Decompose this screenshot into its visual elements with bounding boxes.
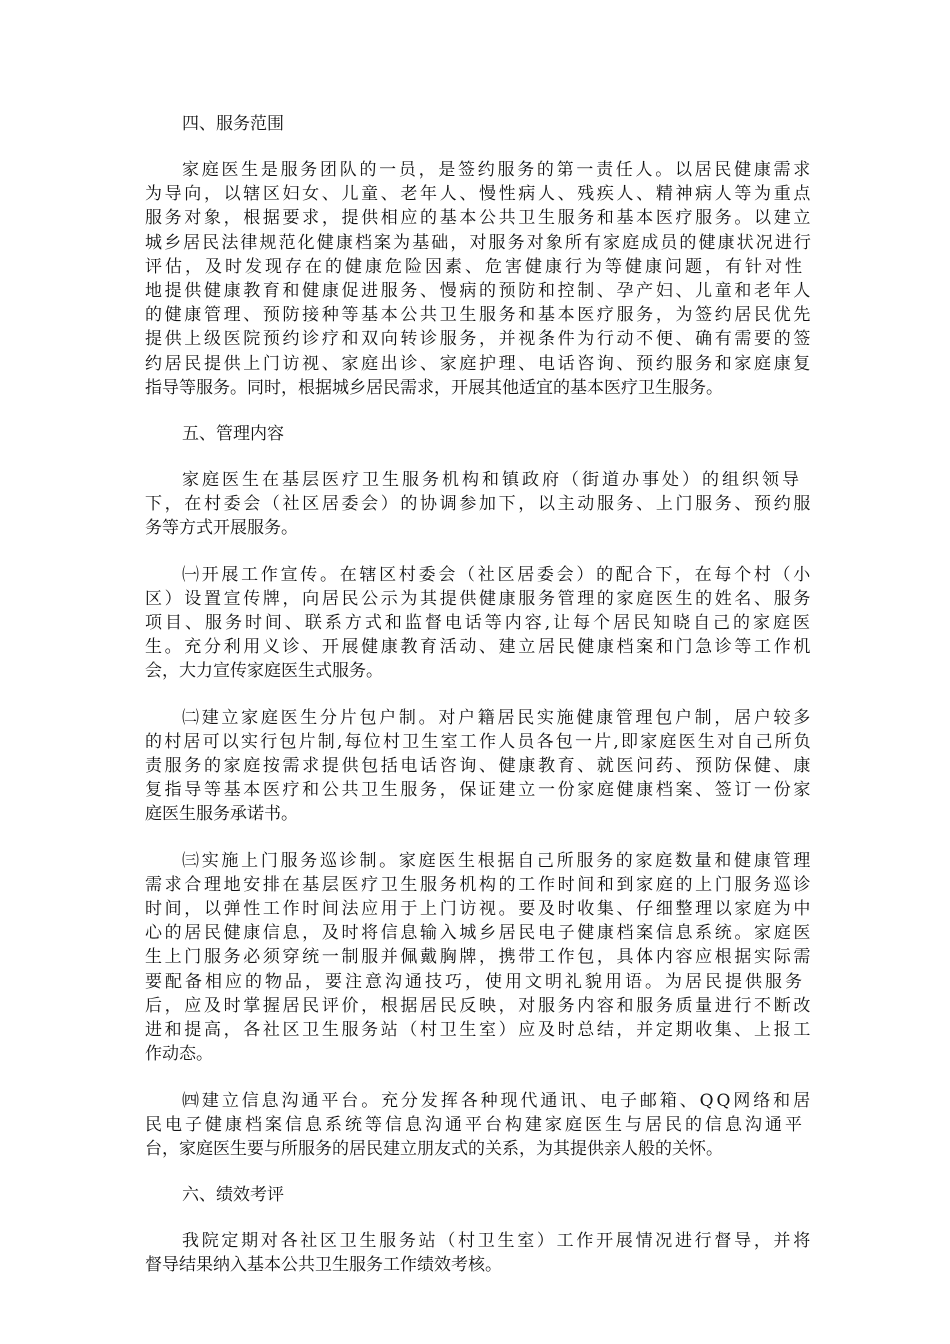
- paragraph-line: 时间，以弹性工作时间法应用于上门访视。要及时收集、仔细整理以家庭为中: [145, 899, 813, 920]
- paragraph-line: 指导等服务。同时，根据城乡居民需求，开展其他适宜的基本医疗卫生服务。: [145, 377, 723, 398]
- paragraph-line: 后，应及时掌握居民评价，根据居民反映，对服务内容和服务质量进行不断改: [145, 995, 813, 1016]
- paragraph-line: 心的居民健康信息，及时将信息输入城乡居民电子健康档案信息系统。家庭医: [145, 923, 813, 944]
- paragraph-line: 家庭医生是服务团队的一员，是签约服务的第一责任人。以居民健康需求: [182, 160, 813, 180]
- paragraph-line: 生。充分利用义诊、开展健康教育活动、建立居民健康档案和门急诊等工作机: [145, 637, 813, 658]
- paragraph-line: 城乡居民法律规范化健康档案为基础，对服务对象所有家庭成员的健康状况进行: [145, 232, 813, 253]
- paragraph-line: 台，家庭医生要与所服务的居民建立朋友式的关系，为其提供亲人般的关怀。: [145, 1138, 723, 1159]
- paragraph-line: 进和提高，各社区卫生服务站（村卫生室）应及时总结，并定期收集、上报工: [145, 1020, 813, 1041]
- paragraph-line: 地提供健康教育和健康促进服务、慢病的预防和控制、孕产妇、儿童和老年人: [145, 281, 813, 302]
- paragraph: [145, 468, 813, 541]
- paragraph-line: ㈣建立信息沟通平台。充分发挥各种现代通讯、电子邮箱、QQ网络和居: [182, 1090, 813, 1111]
- paragraph-line: 项目、服务时间、联系方式和监督电话等内容,让每个居民知晓自己的家庭医: [145, 613, 813, 634]
- paragraph-line: 需求合理地安排在基层医疗卫生服务机构的工作时间和到家庭的上门服务巡诊: [145, 874, 813, 895]
- paragraph-line: 作动态。: [145, 1044, 213, 1065]
- paragraph-line: 的健康管理、预防接种等基本公共卫生服务和基本医疗服务，为签约居民优先: [145, 305, 813, 326]
- paragraph-line: ㈠开展工作宣传。在辖区村委会（社区居委会）的配合下，在每个村（小: [182, 564, 813, 585]
- paragraph-line: ㈢实施上门服务巡诊制。家庭医生根据自己所服务的家庭数量和健康管理: [182, 850, 813, 871]
- paragraph-line: 庭医生服务承诺书。: [145, 804, 298, 825]
- paragraph: [145, 158, 813, 400]
- paragraph-line: 民电子健康档案信息系统等信息沟通平台构建家庭医生与居民的信息沟通平: [145, 1114, 805, 1135]
- paragraph-line: 家庭医生在基层医疗卫生服务机构和镇政府（街道办事处）的组织领导: [182, 470, 802, 491]
- paragraph-line: 务等方式开展服务。: [145, 518, 298, 539]
- paragraph-line: 服务对象，根据要求，提供相应的基本公共卫生服务和基本医疗服务。以建立: [145, 208, 813, 229]
- paragraph-line: 约居民提供上门访视、家庭出诊、家庭护理、电话咨询、预约服务和家庭康复: [145, 353, 813, 374]
- paragraph-line: 督导结果纳入基本公共卫生服务工作绩效考核。: [145, 1255, 502, 1276]
- paragraph-line: 的村居可以实行包片制,每位村卫生室工作人员各包一片,即家庭医生对自己所负: [145, 731, 813, 752]
- paragraph-line: 要配备相应的物品，要注意沟通技巧，使用文明礼貌用语。为居民提供服务: [145, 971, 805, 992]
- paragraph-line: 为导向，以辖区妇女、儿童、老年人、慢性病人、残疾人、精神病人等为重点: [145, 184, 813, 205]
- paragraph-line: ㈡建立家庭医生分片包户制。对户籍居民实施健康管理包户制，居户较多: [182, 707, 813, 728]
- paragraph-line: 复指导等基本医疗和公共卫生服务，保证建立一份家庭健康档案、签订一份家: [145, 780, 813, 801]
- paragraph: [145, 1089, 813, 1162]
- paragraph-line: 评估，及时发现存在的健康危险因素、危害健康行为等健康问题，有针对性: [145, 256, 805, 277]
- paragraph-line: 我院定期对各社区卫生服务站（村卫生室）工作开展情况进行督导，并将: [182, 1231, 813, 1252]
- section-heading: 六、绩效考评: [182, 1185, 284, 1206]
- paragraph-line: 会，大力宣传家庭医生式服务。: [145, 661, 383, 682]
- section-heading: 五、管理内容: [182, 424, 284, 445]
- paragraph-line: 下，在村委会（社区居委会）的协调参加下，以主动服务、上门服务、预约服: [145, 494, 813, 515]
- paragraph: [145, 849, 813, 1067]
- paragraph: [145, 563, 813, 684]
- paragraph-line: 责服务的家庭按需求提供包括电话咨询、健康教育、就医问药、预防保健、康: [145, 756, 813, 777]
- paragraph-line: 提供上级医院预约诊疗和双向转诊服务，并视条件为行动不便、确有需要的签: [145, 329, 813, 350]
- paragraph: [145, 1229, 813, 1277]
- section-heading: 四、服务范围: [182, 114, 284, 134]
- document-body: [145, 112, 813, 1300]
- paragraph-line: 区）设置宣传牌，向居民公示为其提供健康服务管理的家庭医生的姓名、服务: [145, 588, 813, 609]
- paragraph-line: 生上门服务必须穿统一制服并佩戴胸牌，携带工作包，具体内容应根据实际需: [145, 947, 813, 968]
- paragraph: [145, 706, 813, 827]
